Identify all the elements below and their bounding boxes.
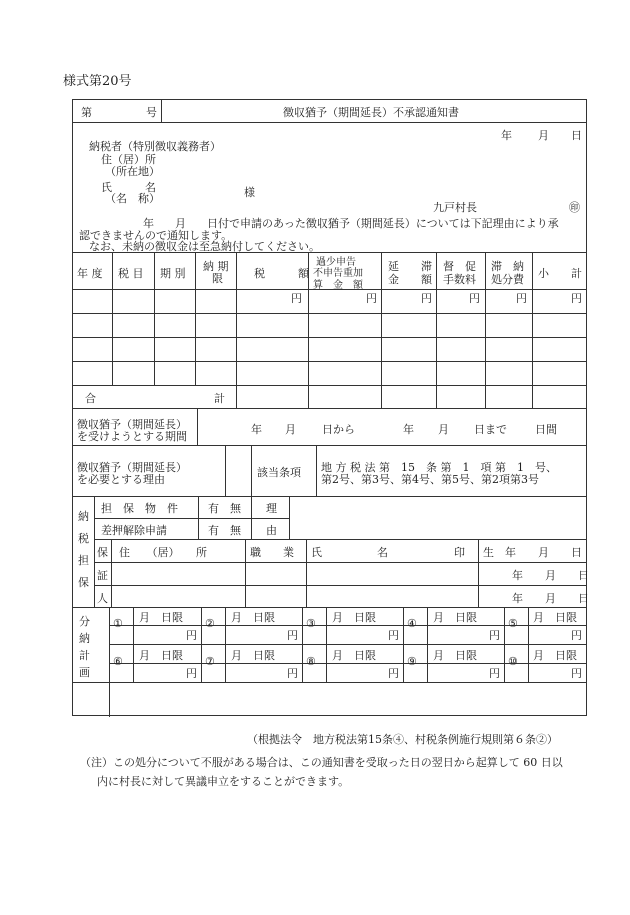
col-header-penalty-1: 過少申告 bbox=[316, 257, 356, 268]
guarantor-side-3: 人 bbox=[97, 592, 108, 605]
taxpayer-label: 納税者（特別徴収義務者） bbox=[89, 140, 221, 153]
col-header-due-1: 納 期 bbox=[203, 260, 229, 273]
installment-due-date: 月 日限 bbox=[139, 611, 183, 624]
guarantor-address-header: 住 （居） 所 bbox=[119, 546, 207, 559]
period-to-year: 年 bbox=[403, 423, 414, 436]
date-day: 日 bbox=[571, 129, 582, 142]
date-year: 年 bbox=[501, 129, 512, 142]
birthdate-placeholder: 年 月 日 bbox=[512, 569, 589, 582]
address-label: 住（居）所 bbox=[101, 153, 156, 166]
installment-due-date: 月 日限 bbox=[231, 649, 275, 662]
installment-number: ③ bbox=[306, 617, 316, 630]
guarantor-side-2: 証 bbox=[97, 569, 108, 582]
body-year: 年 bbox=[143, 217, 154, 230]
col-header-disposition-2: 処分費 bbox=[491, 273, 524, 286]
col-header-reminder-2: 手数料 bbox=[443, 273, 476, 286]
col-header-delinquency-2: 金 額 bbox=[388, 273, 432, 286]
issuer-name: 九戸村長 bbox=[433, 201, 477, 214]
yen-unit: 円 bbox=[571, 629, 582, 642]
installment-number: ⑨ bbox=[407, 655, 417, 668]
col-header-penalty-3: 算 金 額 bbox=[313, 280, 363, 291]
col-header-delinquency-1: 延 滞 bbox=[388, 260, 432, 273]
installment-due-date: 月 日限 bbox=[433, 611, 477, 624]
yen-unit: 円 bbox=[287, 629, 298, 642]
honorific: 様 bbox=[244, 186, 255, 199]
yen-unit: 円 bbox=[489, 629, 500, 642]
name-label: 氏 名 bbox=[101, 181, 156, 194]
installment-due-date: 月 日限 bbox=[332, 611, 376, 624]
col-header-due-2: 限 bbox=[212, 272, 223, 285]
seizure-release-label: 差押解除申請 bbox=[101, 524, 167, 537]
installment-side-1: 分 bbox=[79, 615, 90, 628]
body-line-1: 日付で申請のあった徴収猶予（期間延長）については下記理由により承 bbox=[207, 217, 559, 230]
installment-due-date: 月 日限 bbox=[332, 649, 376, 662]
installment-side-4: 画 bbox=[79, 666, 90, 679]
collateral-side-4: 保 bbox=[78, 576, 89, 589]
installment-side-2: 納 bbox=[79, 632, 90, 645]
period-label-2: を受けようとする期間 bbox=[77, 430, 187, 443]
col-header-reminder-1: 督 促 bbox=[443, 260, 476, 273]
period-to-month: 月 bbox=[438, 423, 449, 436]
note-line-1: （注）この処分について不服がある場合は、この通知書を受取った日の翌日から起算して 60 日以 bbox=[80, 756, 563, 769]
installment-number: ⑧ bbox=[306, 655, 316, 668]
col-header-tax-amount: 税 額 bbox=[254, 267, 309, 280]
collateral-side-1: 納 bbox=[78, 510, 89, 523]
reason-label-2: を必要とする理由 bbox=[77, 473, 165, 486]
guarantor-side-1: 保 bbox=[97, 546, 108, 559]
note-line-2: 内に村長に対して異議申立をすることができます。 bbox=[97, 775, 350, 788]
applicable-clause-label: 該当条項 bbox=[257, 466, 301, 479]
col-header-tax-item: 税 目 bbox=[118, 267, 144, 280]
yen-unit: 円 bbox=[388, 629, 399, 642]
name-sub-label: （名 称） bbox=[105, 192, 160, 205]
collateral-property-label: 担 保 物 件 bbox=[101, 502, 178, 515]
guarantor-birthdate-header: 生 年 月 日 bbox=[483, 546, 582, 559]
col-header-disposition-1: 滞 納 bbox=[491, 260, 524, 273]
installment-number: ⑥ bbox=[113, 655, 123, 668]
guarantor-occupation-header: 職 業 bbox=[250, 546, 294, 559]
installment-number: ② bbox=[205, 617, 215, 630]
period-label-1: 徴収猶予（期間延長） bbox=[77, 418, 187, 431]
col-header-penalty-2: 不申告重加 bbox=[313, 268, 363, 279]
period-from-day: 日から bbox=[322, 423, 355, 436]
collateral-side-3: 担 bbox=[78, 554, 89, 567]
date-month: 月 bbox=[538, 129, 549, 142]
seal-mark: ㊞ bbox=[569, 201, 580, 214]
yen-unit: 円 bbox=[516, 292, 527, 305]
period-to-day: 日まで bbox=[474, 423, 507, 436]
birthdate-placeholder: 年 月 日 bbox=[512, 592, 589, 605]
address-sub-label: （所在地） bbox=[105, 165, 160, 178]
col-header-subtotal: 小 計 bbox=[538, 267, 582, 280]
period-from-month: 月 bbox=[285, 423, 296, 436]
total-label-end: 計 bbox=[214, 392, 225, 405]
installment-due-date: 月 日限 bbox=[433, 649, 477, 662]
body-month: 月 bbox=[175, 217, 186, 230]
guarantor-name-header: 氏 名 bbox=[311, 546, 388, 559]
body-line-3: なお、未納の徴収金は至急納付してください。 bbox=[89, 240, 320, 253]
yen-unit: 円 bbox=[287, 667, 298, 680]
installment-due-date: 月 日限 bbox=[231, 611, 275, 624]
yen-unit: 円 bbox=[366, 292, 377, 305]
yen-unit: 円 bbox=[186, 629, 197, 642]
installment-due-date: 月 日限 bbox=[139, 649, 183, 662]
law-reference-1: 地 方 税 法 第 15 条 第 1 項 第 1 号、 bbox=[321, 461, 557, 474]
presence-label: 有 無 bbox=[208, 524, 241, 537]
col-header-period: 期 別 bbox=[160, 267, 186, 280]
total-label: 合 bbox=[85, 392, 96, 405]
col-header-year: 年 度 bbox=[77, 267, 103, 280]
installment-due-date: 月 日限 bbox=[533, 649, 577, 662]
reason-char-2: 由 bbox=[266, 524, 277, 537]
number-prefix: 第 bbox=[81, 106, 92, 119]
installment-number: ④ bbox=[407, 617, 417, 630]
body-line-2: 認できませんので通知します。 bbox=[79, 229, 233, 242]
installment-number: ⑤ bbox=[508, 617, 518, 630]
yen-unit: 円 bbox=[469, 292, 480, 305]
number-suffix: 号 bbox=[146, 106, 157, 119]
installment-due-date: 月 日限 bbox=[533, 611, 577, 624]
yen-unit: 円 bbox=[571, 667, 582, 680]
reason-char-1: 理 bbox=[266, 502, 277, 515]
yen-unit: 円 bbox=[489, 667, 500, 680]
installment-number: ① bbox=[113, 617, 123, 630]
form-number: 様式第20号 bbox=[63, 74, 132, 89]
yen-unit: 円 bbox=[291, 292, 302, 305]
guarantor-seal-header: 印 bbox=[454, 546, 465, 559]
yen-unit: 円 bbox=[388, 667, 399, 680]
installment-number: ⑦ bbox=[205, 655, 215, 668]
reason-label-1: 徴収猶予（期間延長） bbox=[77, 461, 187, 474]
yen-unit: 円 bbox=[186, 667, 197, 680]
period-days: 日間 bbox=[535, 423, 557, 436]
legal-basis: （根拠法令 地方税法第15条④、村税条例施行規則第６条②） bbox=[247, 733, 558, 746]
collateral-side-2: 税 bbox=[78, 532, 89, 545]
installment-side-3: 計 bbox=[79, 649, 90, 662]
yen-unit: 円 bbox=[421, 292, 432, 305]
presence-label: 有 無 bbox=[208, 502, 241, 515]
law-reference-2: 第2号、第3号、第4号、第5号、第2項第3号 bbox=[321, 473, 539, 486]
yen-unit: 円 bbox=[571, 292, 582, 305]
installment-number: ⑩ bbox=[508, 655, 518, 668]
notice-form bbox=[72, 99, 587, 716]
document-title: 徴収猶予（期間延長）不承認通知書 bbox=[283, 106, 459, 119]
period-from-year: 年 bbox=[251, 423, 262, 436]
